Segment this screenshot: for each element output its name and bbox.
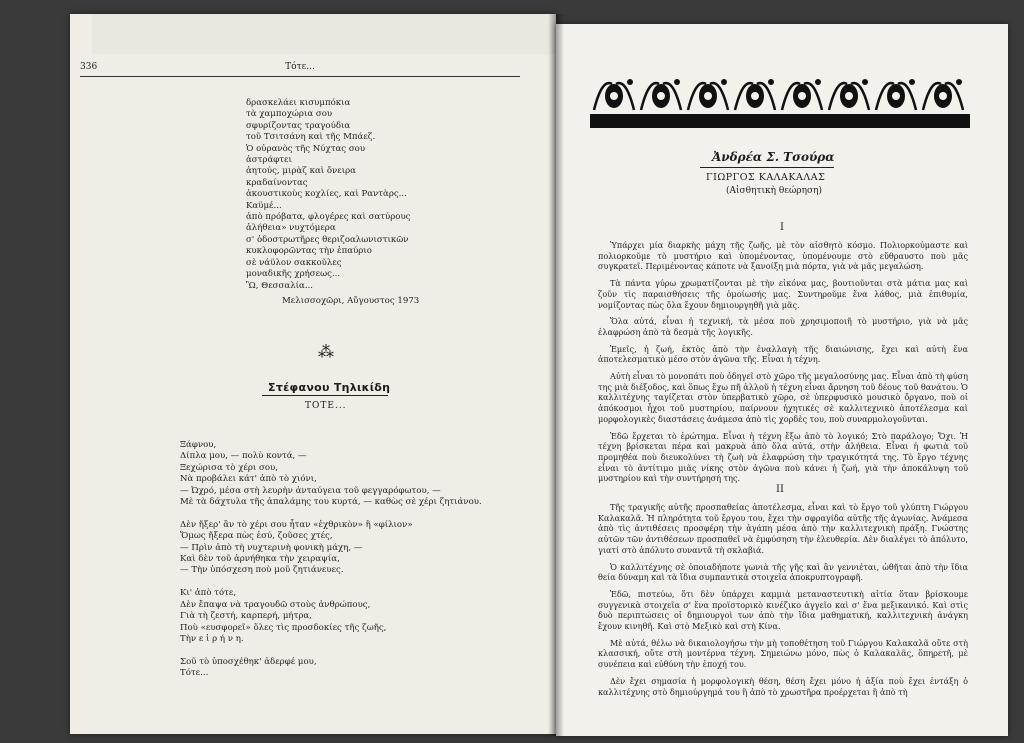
frieze-motif [641,79,681,110]
poem1-line: σ' ὁδοστρωτῆρες θεριζοαλωνιστικῶν [246,234,409,245]
poem2-line: Τότε... [180,668,209,679]
decorative-frieze [590,70,970,130]
poem1-line: ἀητούς, μιρὰζ καὶ ὄνειρα [246,166,356,177]
section-heading-1: I [780,222,784,233]
poem1-line: Ὁ οὐρανὸς τῆς Νύχτας σου [246,143,366,154]
paragraph: Δὲν ἔχει σημασία ἡ μορφολογικὴ θέση, θέση ἔχει μόνο ἡ ἀξία ποὺ ἔχει ἐντάξη ὁ καλλιτέχνης στὸ δημιούργημά του ἢ ἀπὸ τὸ χρωστῆρα προέρχεται ἢ ἀπὸ τὴ [598,675,968,697]
poem2-line: — Τὴν ὑπόσχεση ποὺ μοῦ ζητιάνευες. [180,565,344,576]
header-rule [80,76,520,77]
poem1-line: κυκλοφορῶντας τὴν ἐπαύριο [246,246,372,257]
frieze-motif [829,79,869,110]
poem1-line: ἀκουστικοὺς κοχλίες, καὶ Ραντὰρς... [246,189,407,200]
frieze-motif [594,79,634,110]
frieze-motif [688,79,728,110]
poem2-line: Ποὺ «ευσφορεῖ» ὅλες τὶς προσδοκίες τῆς ζωῆς, [180,622,387,633]
author-underline-right [700,167,834,168]
paragraph: Ἐδῶ ἔρχεται τὸ ἐρώτημα. Εἶναι ἡ τέχνη ἔξω ἀπὸ τὸ λογικό; Στὸ παράλογο; Ὄχι. Ἡ τέχνη βρίσκεται πέρα καὶ μακρυὰ ἀπὸ ὅλα αὐτά, στὴν ἀλήθεια. Εἶναι ἡ φωτιὰ τοῦ προμηθέα ποὺ διευκολύνει τὴ ζωὴ νὰ ἐλαφρώση τὴν τραγικότητά της. Τὸ ἔργο τέχνης εἶναι τὸ ἀντίτιμο μιᾶς νίκης στὸν ἀγῶνα ποὺ κάνει ἡ ζωή, γιὰ τὴν ἀποκάλυψη τοῦ μυστηρίου καὶ τὴν συντήρησή της. [598,430,968,484]
poem2-line: Σοῦ τὸ ὑποσχέθηκ' ἀδερφέ μου, [180,656,317,667]
poem-2-title: ΤΟΤΕ... [305,401,347,411]
section-2-text [598,502,968,703]
poem2-line: Δὲν ἔπαψα νὰ τραγουδῶ στοὺς ἀνθρώπους, [180,599,371,610]
frieze-motif [735,79,775,110]
poem1-line: σφυρίζοντας τραγούδια [246,120,351,131]
author-underline [262,395,388,396]
poem2-line: Ξεχώρισα τὸ χέρι σου, [180,462,279,473]
paragraph: Ὁ καλλιτέχνης σὲ ὁποιαδήποτε γωνιὰ τῆς γῆς καὶ ἂν γεννιέται, ὠθῆται ἀπὸ τὴν ἴδια θεία δύναμη καὶ τὰ ἴδια συμπαντικὰ στοιχεῖα ἀποκρυπτογραφῆ. [598,561,968,583]
poem2-line: Νὰ προβάλει κάτ' ἀπὸ τὸ χιόνι, [180,474,317,485]
section-1-text [598,240,968,490]
poem-2-author: Στέφανου Τηλικίδη [268,381,391,394]
poem2-line: Κι' ἀπὸ τότε, [180,588,237,599]
poem2-line [180,508,482,519]
left-page-top-sheet [92,14,556,54]
poem1-line: τοῦ Τσιτσάνη καὶ τῆς Μπάεζ. [246,132,376,143]
poem1-line: Καϋμέ... [246,200,282,211]
article-subject-note: (Αἰσθητικὴ θεώρηση) [726,186,823,196]
poem2-line: Ὅμως ἤξερα πὼς ἐσύ, ζοῦσες χτές, [180,531,333,542]
poem2-line: Καὶ δὲν τοῦ ἀρνήθηκα τὴν χειραψία, [180,554,340,565]
poem2-line: Τὴν ε ἰ ρ ή ν η. [180,633,244,644]
paragraph: Ἐδῶ, πιστεύω, ὅτι δὲν ὑπάρχει καμμιὰ μεταναστευτικὴ αἰτία ὅταν βρίσκουμε συγγενικὰ στοιχεῖα σ' ἕνα προϊστορικὸ κινέζικο ἀγγεῖο καὶ σ' ἕνα μεξικανικό. Καὶ στὶς δυὸ περιπτώσεις οἱ δημιουργοὶ των ἀπὸ τὴν ἴδια μαθηματική, καλλιτεχνικὴ ἀνάγκη ἔχουν κινηθῆ. Καὶ στὸ Μεξικὸ καὶ στὴ Κίνα. [598,588,968,632]
poem2-line [180,645,482,656]
poem-1-place-date: Μελισσοχῶρι, Αὔγουστος 1973 [282,296,420,306]
poem1-line: σὲ νάϋλον σακκοῦλες [246,257,342,268]
paragraph: Ἐμεῖς, ἡ ζωή, ἐκτὸς ἀπὸ τὴν ἐναλλαγὴ τῆς διαιώνισης, ἔχει καὶ αὐτὴ ἕνα ἀποτελεσματικὸ μέσο στὸν ἀγῶνα τῆς. Εἶναι ἡ τέχνη. [598,343,968,365]
poem2-line: Γιὰ τὴ ζεστή, καρπερή, μήτρα, [180,611,312,622]
poem2-line: Ξάφνου, [180,440,217,450]
paragraph: Τὰ πάντα γύρω χρωματίζονται μὲ τὴν εἰκόνα μας, βουτιοῦνται στὰ μάτια μας καὶ ζοῦν τὶς παραισθήσεις τῆς ὁμοίωσής μας. Συντηροῦμε ἕνα λάθος, μιὰ ἐπιθυμία, νομίζοντας πὼς ὅλα ἔχουν δημιουργηθῆ γιὰ μᾶς. [598,278,968,310]
poem1-line: ἀστράφτει [246,155,292,166]
article-author: Ἀνδρέα Σ. Τσούρα [712,150,835,164]
frieze-motif [782,79,822,110]
paragraph: Αὐτὴ εἶναι τὸ μονοπάτι ποὺ ὁδηγεῖ στὸ χῶρο τῆς μεγαλοσύνης μας. Εἶναι ἀπὸ τὴ φύση της μιὰ διέξοδος, καὶ ὅπως ἔχω πῆ ἀλλοῦ ἡ τέχνη εἶναι ἄρνηση τοῦ δέους τοῦ θανάτου. Ὁ καλλιτέχνης ταγίζεται στὸν ὑπερβατικὸ χῶρο, σὲ ὑπερφυσικὸ μουσικὸ ὄργανο, ποὺ οἱ ἀπόκοσμοι ἦχοι τοῦ μυστηρίου, παίρνουν ἠχητικές σὲ καλλιτεχνικὸ ἀποτέλεσμα καὶ μορφολογικὲς διαστάσεις ἀνάμεσα ἀπὸ τὶς χορδὲς του, ποὺ συναρμολογοῦνται. [598,371,968,424]
poem1-line: μοναδικῆς χρήσεως... [246,269,341,280]
paragraph: Ὑπάρχει μία διαρκὴς μάχη τῆς ζωῆς, μὲ τὸν αἰσθητὸ κόσμο. Πολιορκούμαστε καὶ πολιορκοῦμε τὸ μυστήριο καὶ ὑπομένοντας, ὑπομένουμε στὸ εὔθραυστο ποὺ μᾶς συγκρατεῖ. Περιμένοντας κάποτε νὰ ξανοίξη μιὰ πόρτα, γιὰ νὰ μᾶς μεγαλώση. [598,240,968,272]
book-gutter [548,14,564,736]
poem1-line: κραδαίνοντας [246,177,308,188]
poem1-line: δρασκελάει κισυμπόκια [246,98,351,108]
frieze-motif [923,79,963,110]
poem2-line: Δίπλα μου, — πολὺ κοντά, — [180,451,307,462]
article-subject: ΓΙΩΡΓΟΣ ΚΑΛΑΚΑΛΑΣ [706,172,826,183]
paragraph: Μὲ αὐτά, θέλω νὰ δικαιολογήσω τὴν μὴ τοποθέτηση τοῦ Γιώργου Καλακαλᾶ οὔτε στὴ κλασσική, οὔτε στὴ μοντέρνα τέχνη. Σημειώνω μόνο, πὼς ὁ Καλακαλᾶς, ὅπηρετῆ, μὲ συνέπεια καὶ εὐθύνη τὴν ἐποχή του. [598,637,968,670]
poem1-line: ἀπὸ πρόβατα, φλογέρες καὶ σατύρους [246,212,411,223]
poem2-line: — Ὠχρό, μέσα στὴ λευρὴν ἀνταύγεια τοῦ φεγγαρόφωτου, — [180,485,441,496]
poem-2 [180,440,482,680]
section-heading-2: II [776,484,784,495]
section-ornament: ⁂ [318,342,334,361]
poem1-line: Ὢ, Θεσσαλία... [246,280,314,291]
running-title: Τότε... [285,62,315,72]
poem2-line [180,577,482,588]
poem-1 [246,98,411,292]
poem1-line: ἀλήθεια» νυχτόμερα [246,223,336,234]
paragraph: Τῆς τραγικῆς αὐτῆς προσπαθείας ἀποτέλεσμα, εἶναι καὶ τὸ ἔργο τοῦ γλύπτη Γιώργου Καλακαλᾶ. Ἡ πληρότητα τοῦ ἔργου του, ἔχει τὴν σφραγίδα αὐτῆς τῆς ἀγωνίας. Ἀνάμεσα ἀπὸ τὶς ἀντιθέσεις προσφέρη τὴν ἀγάπη μέσα ἀπὸ τὴν καλλιτεχνικὴ πράξη. Γνώστης αὐτῶν τῶν ἀντιθέσεων προσπαθεῖ νὰ ἐμφύσηση τὴν ἐλευθερία. Δὲν διαλέγει τὸ ἀπόλυτο, γιατί στὸ ἀπόλυτο συναντᾶ τὴ σκλαβιά. [598,502,968,555]
poem1-line: τὰ χαμποχώρια σου [246,109,333,120]
page-number: 336 [80,62,98,72]
poem2-line: Δὲν ἤξερ' ἂν τὸ χέρι σου ἦταν «ἐχθρικὸν» ἢ «φίλιον» [180,519,413,530]
poem2-line: — Πρὶν ἀπὸ τὴ νυχτερινὴ φονικὴ μάχη, — [180,542,363,553]
poem2-line: Μὲ τὰ δάχτυλα τῆς ἀπαλάμης του κυρτά, — καθὼς σὲ χέρι ζητιάνου. [180,497,482,508]
frieze-motif [876,79,916,110]
paragraph: Ὅλα αὐτά, εἶναι ἡ τεχνική, τὰ μέσα ποὺ χρησιμοποιῆ τὸ μυστήριο, γιὰ νὰ μᾶς ἐλαφρώση ἀπὸ τὰ δεσμὰ τῆς λογικῆς. [598,316,968,337]
